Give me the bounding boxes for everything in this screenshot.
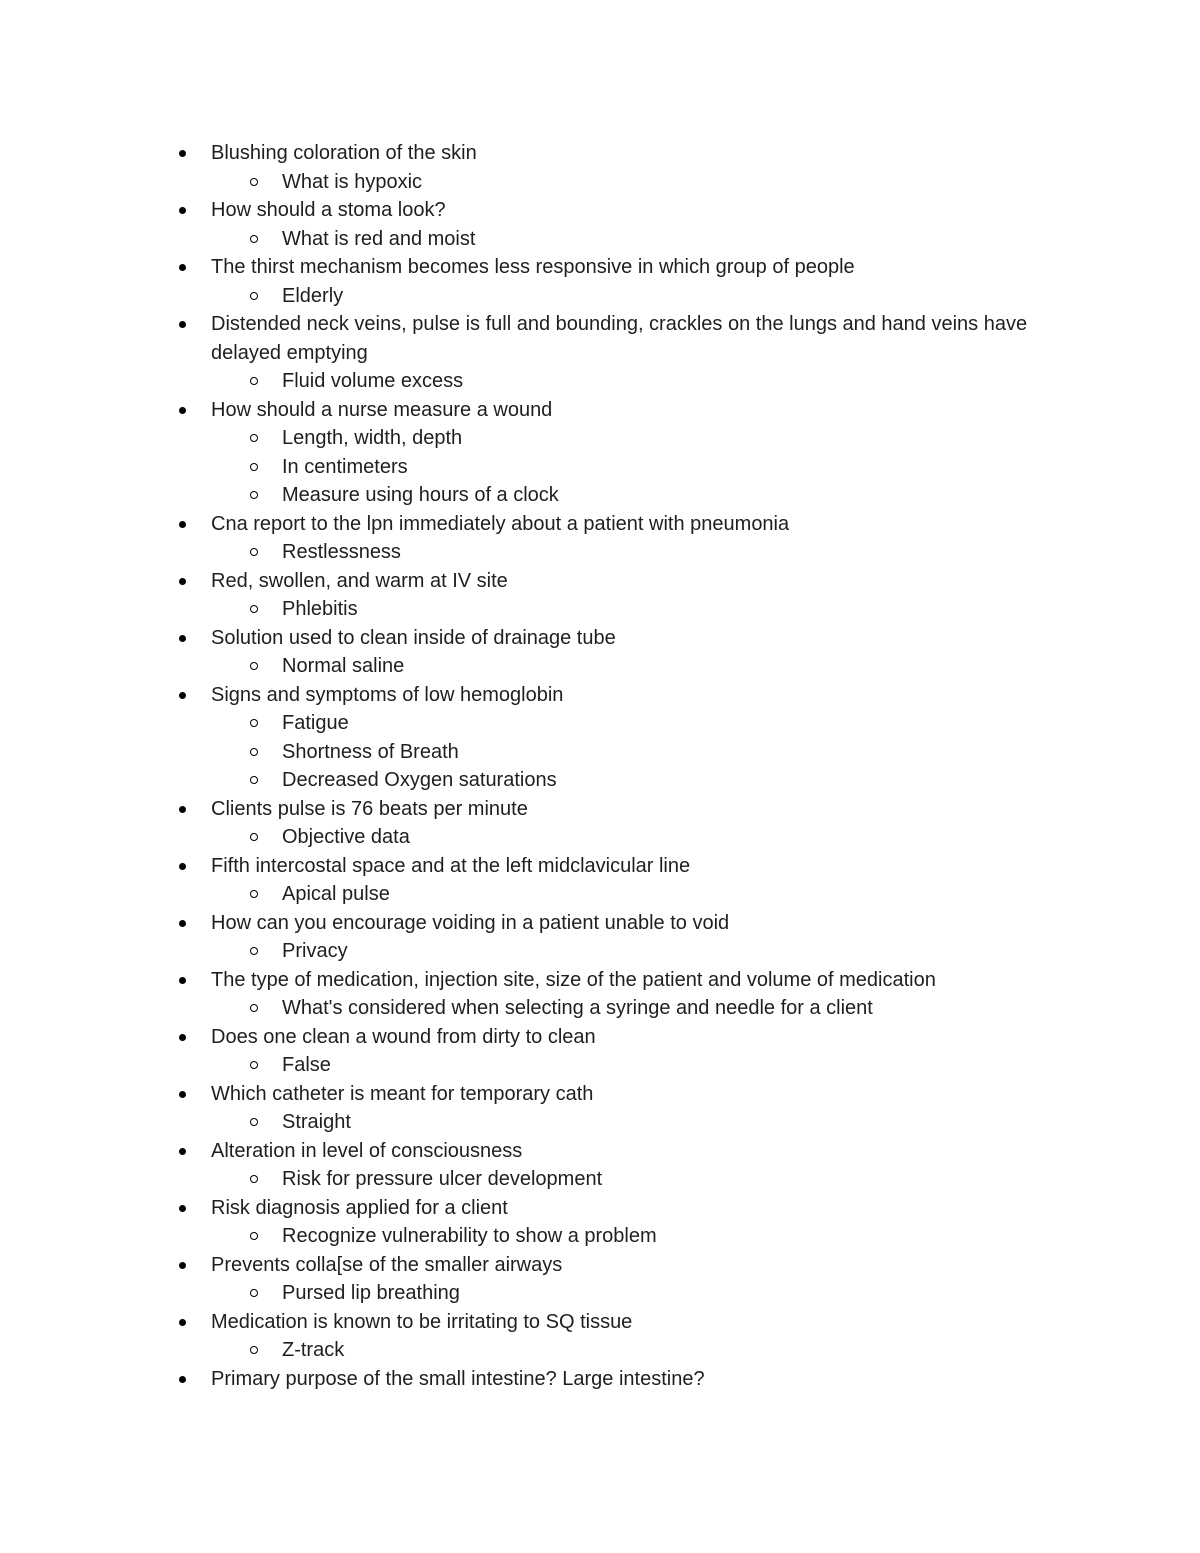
answer-list — [211, 367, 1050, 396]
answer-text: Phlebitis — [282, 598, 358, 620]
answer-text: Fatigue — [282, 712, 349, 734]
answer-list — [211, 282, 1050, 311]
answer-item — [0, 1336, 1050, 1365]
answer-list — [211, 652, 1050, 681]
bullet-circle-icon — [250, 833, 258, 841]
answer-item — [0, 738, 1050, 767]
bullet-circle-icon — [250, 1232, 258, 1240]
answer-text: What is hypoxic — [282, 170, 423, 193]
question-text: The type of medication, injection site, size of the patient and volume of medication — [211, 968, 936, 991]
list-item — [0, 1308, 1200, 1365]
list-item — [0, 196, 1200, 253]
question-text: Primary purpose of the small intestine? Large intestine? — [211, 1367, 705, 1390]
question-text: Alteration in level of consciousness — [211, 1139, 523, 1162]
bullet-dot-icon — [179, 150, 186, 157]
list-item — [0, 510, 1200, 567]
answer-list — [211, 823, 1050, 852]
answer-text: Decreased Oxygen saturations — [282, 769, 557, 791]
bullet-circle-icon — [250, 1175, 258, 1183]
list-item — [0, 139, 1200, 196]
question-text: Does one clean a wound from dirty to clean — [211, 1025, 596, 1048]
bullet-dot-icon — [179, 692, 186, 699]
question-text: Solution used to clean inside of drainage tube — [211, 626, 616, 649]
question-text: Risk diagnosis applied for a client — [211, 1196, 508, 1219]
bullet-circle-icon — [250, 377, 258, 385]
question-text: Clients pulse is 76 beats per minute — [211, 797, 528, 820]
bullet-circle-icon — [250, 1118, 258, 1126]
answer-item — [0, 481, 1050, 510]
bullet-dot-icon — [179, 920, 186, 927]
answer-item — [0, 766, 1050, 795]
bullet-circle-icon — [250, 292, 258, 300]
bullet-circle-icon — [250, 1346, 258, 1354]
answer-list — [211, 1108, 1050, 1137]
answer-item — [0, 168, 1050, 197]
bullet-dot-icon — [179, 207, 186, 214]
answer-list — [211, 1336, 1050, 1365]
list-item — [0, 396, 1200, 510]
list-item — [0, 909, 1200, 966]
list-item — [0, 681, 1200, 795]
list-item — [0, 795, 1200, 852]
answer-text: In centimeters — [282, 455, 408, 478]
answer-list — [211, 595, 1050, 624]
bullet-circle-icon — [250, 434, 258, 442]
answer-item — [0, 994, 1050, 1023]
answer-item — [0, 1165, 1050, 1194]
bullet-dot-icon — [179, 1034, 186, 1041]
question-text: How can you encourage voiding in a patient unable to void — [211, 911, 730, 934]
question-text: Signs and symptoms of low hemoglobin — [211, 683, 564, 706]
bullet-dot-icon — [179, 1205, 186, 1212]
answer-item — [0, 225, 1050, 254]
bullet-dot-icon — [179, 977, 186, 984]
answer-text: Normal saline — [282, 655, 405, 677]
bullet-dot-icon — [179, 806, 186, 813]
bullet-dot-icon — [179, 635, 186, 642]
answer-list — [211, 1165, 1050, 1194]
bullet-circle-icon — [250, 491, 258, 499]
answer-list — [211, 709, 1050, 795]
list-item — [0, 1251, 1200, 1308]
answer-item — [0, 1222, 1050, 1251]
bullet-circle-icon — [250, 776, 258, 784]
question-text: Red, swollen, and warm at IV site — [211, 569, 508, 592]
answer-text: Z-track — [282, 1339, 345, 1361]
question-text: Cna report to the lpn immediately about a patient with pneumonia — [211, 512, 790, 535]
bullet-circle-icon — [250, 748, 258, 756]
question-text: How should a stoma look? — [211, 199, 446, 221]
bullet-dot-icon — [179, 407, 186, 414]
bullet-circle-icon — [250, 1289, 258, 1297]
answer-list — [211, 225, 1050, 254]
question-text: Which catheter is meant for temporary cath — [211, 1082, 594, 1105]
answer-text: False — [282, 1054, 331, 1076]
answer-text: Fluid volume excess — [282, 370, 464, 392]
answer-text: Pursed lip breathing — [282, 1282, 460, 1304]
bullet-circle-icon — [250, 548, 258, 556]
bullet-circle-icon — [250, 662, 258, 670]
bullet-circle-icon — [250, 1061, 258, 1069]
bullet-circle-icon — [250, 463, 258, 471]
answer-list — [211, 994, 1050, 1023]
answer-item — [0, 709, 1050, 738]
answer-item — [0, 1108, 1050, 1137]
answer-text: Length, width, depth — [282, 427, 463, 449]
bullet-dot-icon — [179, 1376, 186, 1383]
answer-list — [211, 168, 1050, 197]
answer-item — [0, 823, 1050, 852]
answer-list — [211, 880, 1050, 909]
bullet-dot-icon — [179, 1091, 186, 1098]
answer-list — [211, 424, 1050, 510]
bullet-dot-icon — [179, 1148, 186, 1155]
list-item — [0, 567, 1200, 624]
list-item — [0, 1023, 1200, 1080]
list-item — [0, 1137, 1200, 1194]
bullet-dot-icon — [179, 578, 186, 585]
bullet-circle-icon — [250, 235, 258, 243]
bullet-dot-icon — [179, 863, 186, 870]
answer-item — [0, 652, 1050, 681]
bullet-circle-icon — [250, 947, 258, 955]
answer-text: Apical pulse — [282, 883, 390, 905]
list-item — [0, 310, 1200, 396]
list-item — [0, 1365, 1200, 1394]
answer-text: What is red and moist — [282, 227, 476, 250]
bullet-circle-icon — [250, 178, 258, 186]
question-text: Fifth intercostal space and at the left midclavicular line — [211, 854, 691, 877]
answer-text: Objective data — [282, 826, 410, 848]
list-item — [0, 1194, 1200, 1251]
answer-list — [211, 937, 1050, 966]
bullet-dot-icon — [179, 1262, 186, 1269]
answer-list — [211, 1279, 1050, 1308]
bullet-dot-icon — [179, 1319, 186, 1326]
list-item — [0, 1080, 1200, 1137]
bullet-circle-icon — [250, 1004, 258, 1012]
question-text: Distended neck veins, pulse is full and bounding, crackles on the lungs and hand veins have delayed emptying — [211, 313, 1028, 364]
answer-item — [0, 367, 1050, 396]
answer-item — [0, 453, 1050, 482]
answer-text: Shortness of Breath — [282, 740, 459, 763]
answer-text: What's considered when selecting a syringe and needle for a client — [282, 997, 873, 1019]
answer-text: Recognize vulnerability to show a problem — [282, 1225, 657, 1247]
answer-item — [0, 595, 1050, 624]
list-item — [0, 966, 1200, 1023]
bullet-dot-icon — [179, 521, 186, 528]
answer-text: Elderly — [282, 284, 344, 307]
bullet-circle-icon — [250, 719, 258, 727]
bullet-circle-icon — [250, 605, 258, 613]
list-item — [0, 852, 1200, 909]
question-text: How should a nurse measure a wound — [211, 398, 553, 421]
answer-text: Measure using hours of a clock — [282, 484, 559, 506]
list-item — [0, 253, 1200, 310]
question-text: Medication is known to be irritating to SQ tissue — [211, 1310, 633, 1333]
bullet-circle-icon — [250, 890, 258, 898]
question-text: Prevents colla[se of the smaller airways — [211, 1253, 563, 1276]
bullet-dot-icon — [179, 321, 186, 328]
answer-text: Restlessness — [282, 541, 401, 563]
answer-list — [211, 538, 1050, 567]
answer-item — [0, 880, 1050, 909]
answer-item — [0, 1279, 1050, 1308]
answer-item — [0, 282, 1050, 311]
answer-item — [0, 937, 1050, 966]
answer-item — [0, 1051, 1050, 1080]
answer-text: Risk for pressure ulcer development — [282, 1168, 603, 1190]
bullet-dot-icon — [179, 264, 186, 271]
answer-item — [0, 538, 1050, 567]
answer-list — [211, 1222, 1050, 1251]
question-text: Blushing coloration of the skin — [211, 142, 477, 164]
answer-text: Privacy — [282, 940, 348, 962]
list-item — [0, 624, 1200, 681]
notes-list — [0, 139, 1200, 1393]
answer-item — [0, 424, 1050, 453]
question-text: The thirst mechanism becomes less responsive in which group of people — [211, 256, 855, 278]
answer-text: Straight — [282, 1111, 351, 1133]
answer-list — [211, 1051, 1050, 1080]
